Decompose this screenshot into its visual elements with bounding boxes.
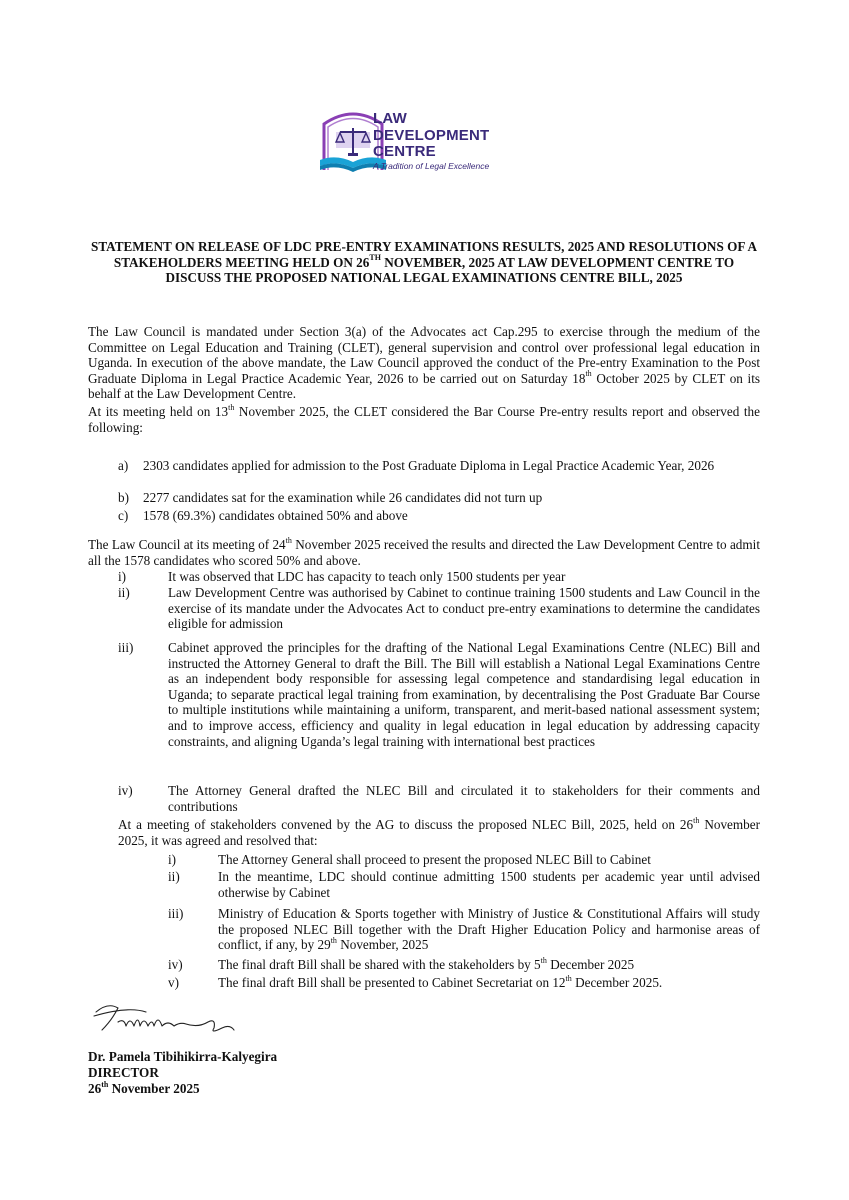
mandate-sup: th [585, 369, 592, 379]
clet-sup: th [228, 402, 235, 412]
point-item [118, 783, 760, 815]
point-item [118, 569, 760, 585]
resolution-item [168, 869, 760, 901]
resolution-sup: th [330, 935, 337, 945]
stakeholders-text: At a meeting of stakeholders convened by the AG to discuss the proposed NLEC Bill, 2025, held on 26 [118, 817, 694, 832]
logo-word-development: DEVELOPMENT [373, 127, 490, 144]
date-rest: November 2025 [108, 1081, 200, 1096]
resolution-text-b: November, 2025 [336, 937, 429, 953]
resolution-text-a: In the meantime, LDC should continue admitting 1500 students per academic year until advised otherwise by Cabinet [218, 869, 760, 900]
point-text: Law Development Centre was authorised by Cabinet to continue training 1500 students and Law Council in the exercise of its mandate under the Advocates Act to conduct pre-entry examinations to determine the candidates eligible for admission [168, 585, 760, 632]
law-council-paragraph [88, 537, 760, 568]
signatory-role: DIRECTOR [88, 1065, 159, 1080]
observation-item [118, 458, 760, 490]
observation-text: 1578 (69.3%) candidates obtained 50% and above [143, 508, 408, 523]
point-marker: iv) [118, 783, 133, 798]
title-part2: NOVEMBER, 2025 AT LAW DEVELOPMENT CENTRE TO DISCUSS THE PROPOSED NATIONAL LEGAL EXAMINATIONS CENTRE BILL, 2025 [165, 254, 735, 285]
resolution-text [218, 957, 760, 973]
resolution-marker: i) [168, 852, 177, 867]
resolution-text-a: The final draft Bill shall be presented to Cabinet Secretariat on 12 [218, 975, 566, 990]
point-text: Cabinet approved the principles for the drafting of the National Legal Examinations Centre (NLEC) Bill and instructed the Attorney General to draft the Bill. The Bill will establish a National Legal Examinations Centre as an independent body responsible for assessing legal competence and standardising legal education in Uganda; to separate practical legal training from examination, by decentralising the Post Graduate Bar Course to multiple institutions while maintaining a uniform, transparent, and merit-based national assessment system; and to improve access, efficiency and quality in legal education in legal education by addressing capacity constraints, and aligning Uganda’s legal training with international best practices [168, 640, 760, 749]
resolution-text-a: Ministry of Education & Sports together with Ministry of Justice & Constitutional Affairs will study the proposed NLEC Bill together with the Draft Higher Education Policy and harmonise areas of conflict, if any, by 29 [218, 906, 760, 953]
resolution-sup: th [540, 955, 547, 965]
resolution-text-a: The final draft Bill shall be shared with the stakeholders by 5 [218, 957, 541, 972]
logo-word-centre: CENTRE [373, 143, 436, 160]
law-council-sup: th [285, 535, 292, 545]
logo-tagline: A Tradition of Legal Excellence [373, 161, 490, 171]
point-marker: iii) [118, 640, 134, 655]
stakeholders-paragraph [118, 817, 760, 848]
logo-word-law: LAW [373, 110, 407, 127]
signatory-name: Dr. Pamela Tibihikirra-Kalyegira [88, 1049, 278, 1064]
resolution-item [168, 975, 760, 991]
point-item [118, 640, 760, 784]
resolution-marker: ii) [168, 869, 180, 884]
point-text: The Attorney General drafted the NLEC Bill and circulated it to stakeholders for their comments and contributions [168, 783, 760, 814]
law-council-text: The Law Council at its meeting of 24 [88, 537, 286, 552]
observation-text: 2303 candidates applied for admission to the Post Graduate Diploma in Legal Practice Academic Year, 2026 [143, 458, 715, 473]
stakeholders-text-end: November 2025, it was agreed and resolved that: [118, 817, 760, 848]
clet-text-end: November 2025, the CLET considered the Bar Course Pre-entry results report and observed the following: [88, 404, 760, 435]
point-marker: i) [118, 569, 127, 584]
title-sup: TH [369, 253, 381, 263]
point-marker: ii) [118, 585, 130, 600]
resolution-text [218, 852, 760, 868]
date-sup: th [101, 1079, 109, 1089]
observation-text: 2277 candidates sat for the examination while 26 candidates did not turn up [143, 490, 543, 505]
resolution-text-b: December 2025. [571, 975, 663, 990]
statement-title [88, 239, 760, 286]
mandate-text: The Law Council is mandated under Section 3(a) of the Advocates act Cap.295 to exercise through the medium of the Committee on Legal Education and Training (CLET), general supervision and control over professional legal education in Uganda. In execution of the above mandate, the Law Council approved the conduct of the Pre-entry Examination to the Post Graduate Diploma in Legal Practice Academic Year, 2026 to be carried out on Saturday 18 [88, 324, 760, 386]
resolution-marker: iv) [168, 957, 183, 972]
mandate-text-end: October 2025 by CLET on its behalf at the Law Development Centre. [88, 370, 760, 402]
date-day: 26 [88, 1081, 102, 1096]
resolution-item [168, 906, 760, 954]
resolution-marker: v) [168, 975, 179, 990]
point-item [118, 585, 760, 633]
resolution-item [168, 957, 760, 973]
resolution-marker: iii) [168, 906, 184, 921]
law-council-text-end: November 2025 received the results and directed the Law Development Centre to admit all the 1578 candidates who scored 50% and above. [88, 537, 760, 568]
observation-marker: b) [118, 490, 129, 505]
observation-item [118, 508, 760, 524]
observation-item [118, 490, 760, 506]
clet-text: At its meeting held on 13 [88, 404, 229, 419]
title-part1: STATEMENT ON RELEASE OF LDC PRE-ENTRY EXAMINATIONS RESULTS, 2025 AND RESOLUTIONS OF A STAKEHOLDERS MEETING HELD ON 26 [91, 239, 757, 270]
resolution-text [218, 869, 760, 900]
ldc-logo [318, 104, 523, 184]
resolution-text-a: The Attorney General shall proceed to present the proposed NLEC Bill to Cabinet [218, 852, 651, 867]
mandate-paragraph [88, 324, 760, 402]
resolution-sup: th [565, 973, 572, 983]
resolution-item [168, 852, 760, 868]
resolution-text [218, 975, 760, 991]
clet-meeting-paragraph [88, 404, 760, 435]
resolution-text-b: December 2025 [546, 957, 635, 972]
observation-marker: a) [118, 458, 129, 473]
observation-marker: c) [118, 508, 129, 523]
resolution-text [218, 906, 760, 953]
point-text: It was observed that LDC has capacity to teach only 1500 students per year [168, 569, 566, 584]
signatory-date [88, 1081, 277, 1097]
signatory-block [88, 1049, 277, 1097]
stakeholders-sup: th [693, 815, 700, 825]
handwritten-signature [88, 1000, 248, 1040]
